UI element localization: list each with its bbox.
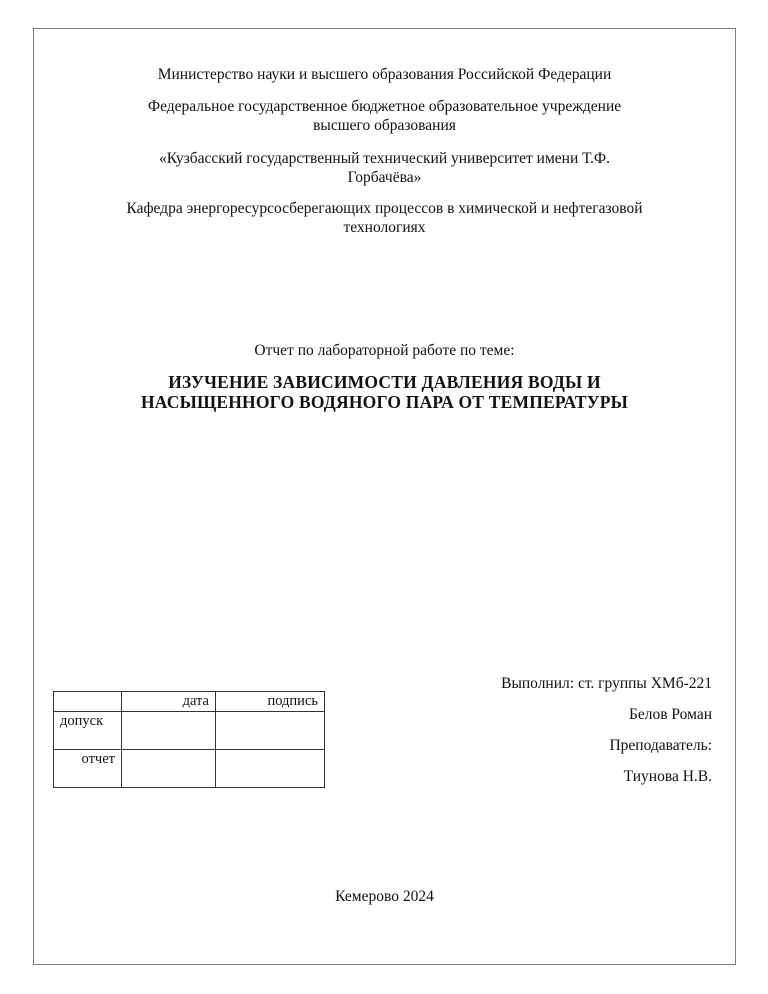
row-date-cell	[122, 712, 216, 750]
row-label-report: отчет	[54, 750, 122, 788]
teacher-name: Тиунова Н.В.	[623, 768, 712, 785]
table-header-row	[54, 692, 325, 712]
report-title-line-1: ИЗУЧЕНИЕ ЗАВИСИМОСТИ ДАВЛЕНИЯ ВОДЫ И	[168, 372, 601, 392]
university-line-2: Горбачёва»	[347, 169, 422, 186]
report-intro: Отчет по лабораторной работе по теме:	[254, 342, 515, 359]
report-title-line-2: НАСЫЩЕННОГО ВОДЯНОГО ПАРА ОТ ТЕМПЕРАТУРЫ	[140, 392, 629, 412]
table-header-signature: подпись	[216, 692, 325, 712]
department-line-2: технологиях	[343, 219, 426, 236]
row-date-cell	[122, 750, 216, 788]
table-header-date: дата	[122, 692, 216, 712]
teacher-label: Преподаватель:	[609, 737, 712, 754]
table-header-cell	[54, 692, 122, 712]
institution-line-1: Федеральное государственное бюджетное образовательное учреждение	[147, 98, 622, 115]
institution-line-2: высшего образования	[313, 117, 456, 134]
row-label-admission: допуск	[54, 712, 122, 750]
department-line-1: Кафедра энергоресурсосберегающих процессов в химической и нефтегазовой	[126, 200, 643, 217]
approval-table	[53, 691, 325, 788]
performed-by: Выполнил: ст. группы ХМб-221	[501, 675, 712, 692]
city-year: Кемерово 2024	[335, 888, 434, 905]
university-line-1: «Кузбасский государственный технический университет имени Т.Ф.	[158, 150, 611, 167]
row-signature-cell	[216, 750, 325, 788]
ministry-line: Министерство науки и высшего образования Российской Федерации	[157, 66, 612, 83]
table-row	[54, 712, 325, 750]
report-title	[33, 372, 736, 412]
table-row	[54, 750, 325, 788]
row-signature-cell	[216, 712, 325, 750]
student-name: Белов Роман	[628, 706, 712, 723]
